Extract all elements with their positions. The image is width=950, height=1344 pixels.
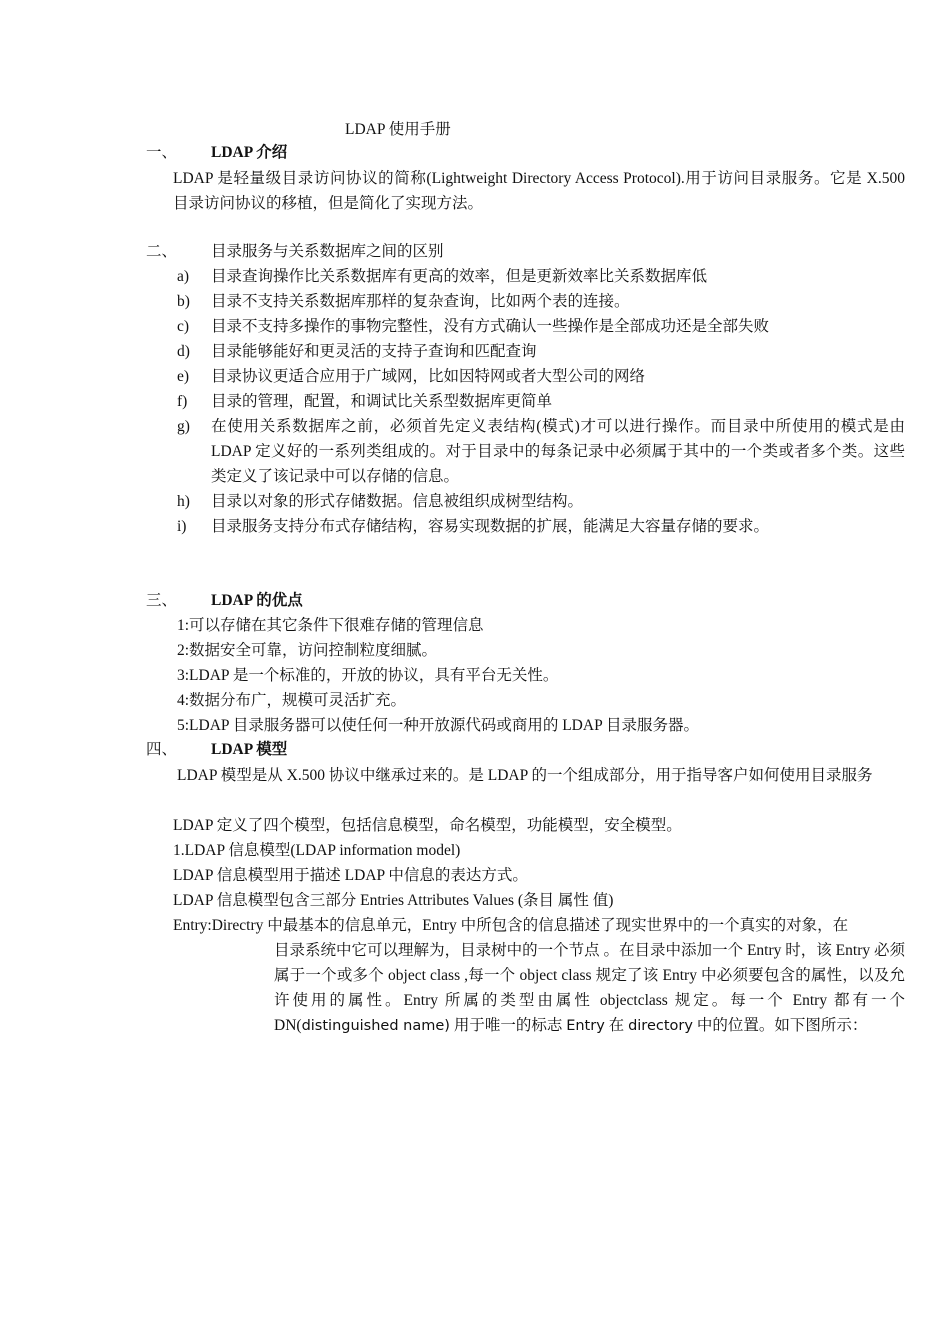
model-intro-paragraph: LDAP 模型是从 X.500 协议中继承过来的。是 LDAP 的一个组成部分，用于指导客户如何使用目录服务 (177, 767, 873, 784)
difference-label: d) (177, 343, 190, 360)
advantage-item: 1:可以存储在其它条件下很难存储的管理信息 (177, 617, 484, 634)
entry-text-b: 用于唯一的标志 (449, 1017, 567, 1034)
entry-text-a: 目录系统中它可以理解为，目录树中的一个节点 。在目录中添加一个 Entry 时，该 Entry 必须属于一个或多个 object class ,每一个 object class 规定了该 Entry 中必须要包含的属性，以及允许使用的属性。Entry 所属的类型由属性 objectclass 规定。每一个 Entry 都有一个 DN( (274, 942, 905, 1034)
document-title: LDAP 使用手册 (345, 121, 451, 138)
section-4-number: 四、 (146, 741, 178, 758)
difference-label: e) (177, 368, 190, 385)
section-3-number: 三、 (146, 592, 178, 609)
difference-text: 目录服务支持分布式存储结构，容易实现数据的扩展，能满足大容量存储的要求。 (211, 518, 770, 535)
difference-label: b) (177, 293, 190, 310)
model-four-models-line: LDAP 定义了四个模型，包括信息模型，命名模型，功能模型，安全模型。 (173, 817, 682, 834)
info-model-heading: 1.LDAP 信息模型(LDAP information model) (173, 842, 461, 859)
difference-text: 在使用关系数据库之前，必须首先定义表结构(模式)才可以进行操作。而目录中所使用的模式是由 LDAP 定义好的一系列类组成的。对于目录中的每条记录中必须属于其中的一个类或者多个类。这些类定义了该记录中可以存储的信息。 (211, 418, 905, 485)
difference-label: h) (177, 493, 190, 510)
advantage-item: 2:数据安全可靠，访问控制粒度细腻。 (177, 642, 438, 659)
entry-definition-continued (274, 938, 905, 1039)
section-1-number: 一、 (146, 144, 178, 161)
difference-text: 目录以对象的形式存储数据。信息被组织成树型结构。 (211, 493, 584, 510)
section-3-title: LDAP 的优点 (211, 592, 303, 609)
difference-text: 目录协议更适合应用于广域网，比如因特网或者大型公司的网络 (211, 368, 646, 385)
info-model-parts: LDAP 信息模型包含三部分 Entries Attributes Values (条目 属性 值) (173, 892, 614, 909)
entry-term: Entry (566, 1018, 605, 1034)
dn-term: distinguished name) (301, 1018, 450, 1034)
entry-text-d: 中的位置。如下图所示： (692, 1017, 868, 1034)
difference-text: 目录不支持多操作的事物完整性，没有方式确认一些操作是全部成功还是全部失败 (211, 318, 770, 335)
section-4-title: LDAP 模型 (211, 741, 288, 758)
difference-text: 目录的管理，配置，和调试比关系型数据库更简单 (211, 393, 553, 410)
difference-label: a) (177, 268, 190, 285)
difference-label: i) (177, 518, 187, 535)
difference-label: f) (177, 393, 188, 410)
advantage-item: 5:LDAP 目录服务器可以使任何一种开放源代码或商用的 LDAP 目录服务器。 (177, 717, 699, 734)
intro-paragraph: LDAP 是轻量级目录访问协议的简称(Lightweight Directory Access Protocol).用于访问目录服务。它是 X.500 目录访问协议的移植，但是简化了实现方法。 (173, 170, 905, 212)
difference-label: g) (177, 418, 190, 435)
section-2-number: 二、 (146, 243, 178, 260)
difference-text: 目录能够能好和更灵活的支持子查询和匹配查询 (211, 343, 537, 360)
entry-text-c: 在 (604, 1017, 629, 1034)
difference-text: 目录不支持关系数据库那样的复杂查询，比如两个表的连接。 (211, 293, 630, 310)
advantage-item: 3:LDAP 是一个标准的，开放的协议，具有平台无关性。 (177, 667, 559, 684)
section-2-title: 目录服务与关系数据库之间的区别 (211, 243, 444, 260)
info-model-description: LDAP 信息模型用于描述 LDAP 中信息的表达方式。 (173, 867, 528, 884)
difference-label: c) (177, 318, 190, 335)
advantage-item: 4:数据分布广，规模可灵活扩充。 (177, 692, 407, 709)
entry-definition-first-line: Entry:Directry 中最基本的信息单元，Entry 中所包含的信息描述了现实世界中的一个真实的对象，在 (173, 917, 849, 934)
section-1-title: LDAP 介绍 (211, 144, 288, 161)
directory-term: directory (628, 1018, 693, 1034)
difference-text: 目录查询操作比关系数据库有更高的效率，但是更新效率比关系数据库低 (211, 268, 708, 285)
